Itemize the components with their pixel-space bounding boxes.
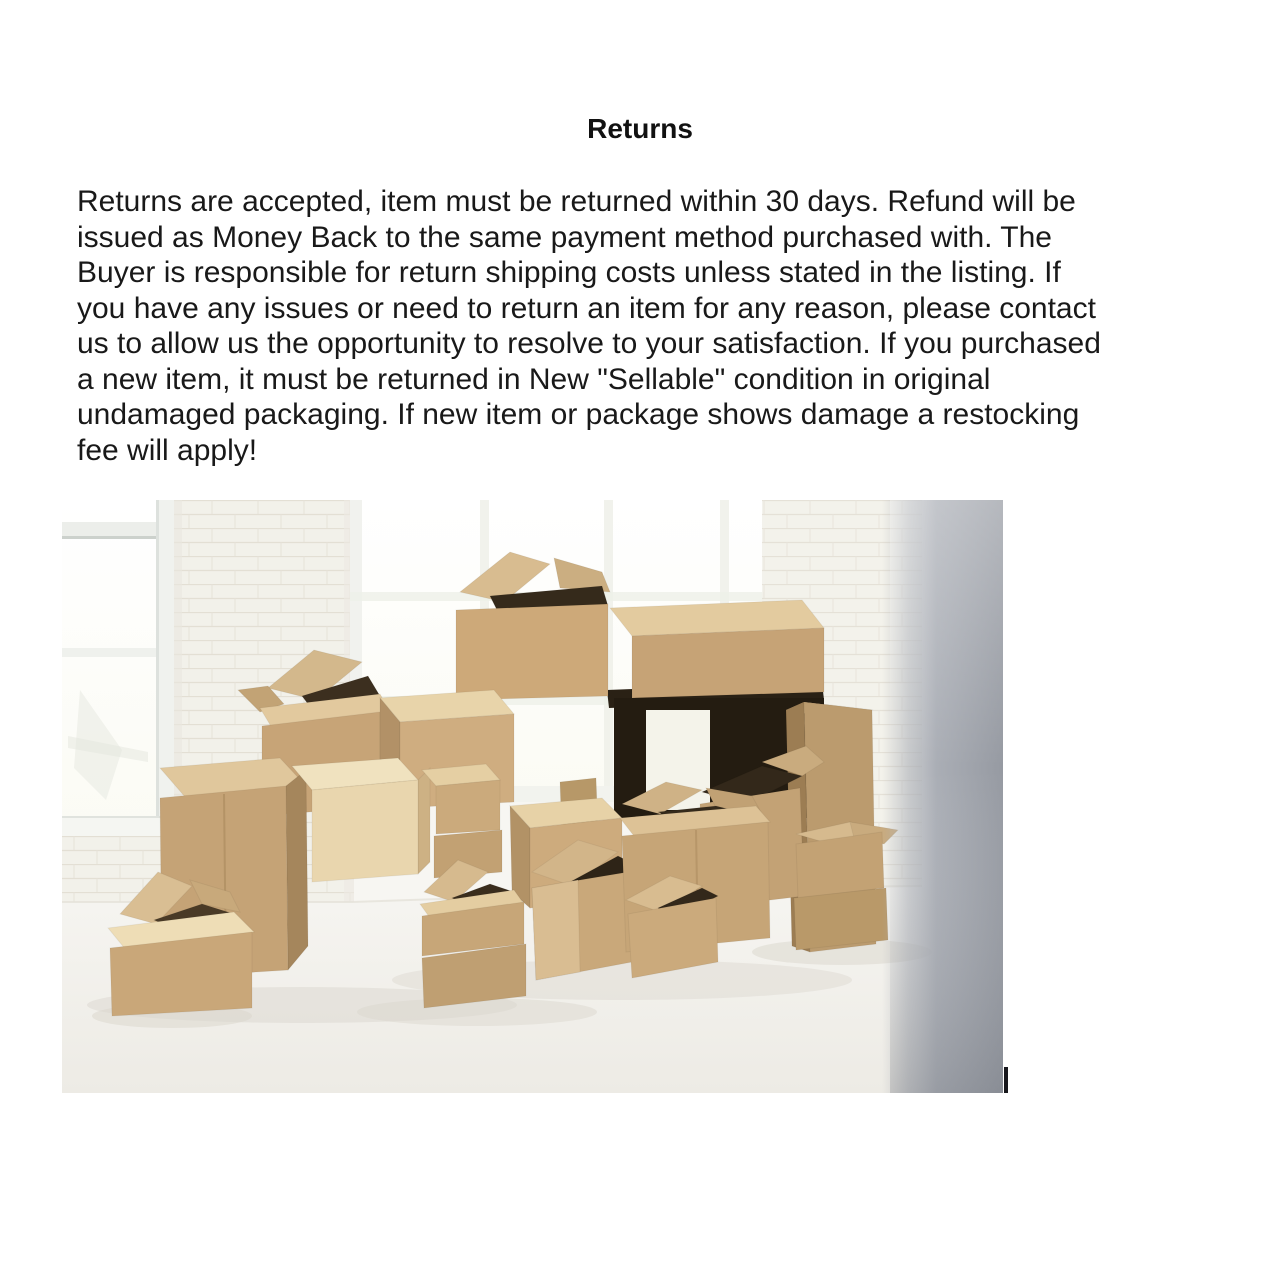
blurred-foreground: [882, 500, 1003, 1093]
boxes-photo-illustration: [62, 500, 1003, 1093]
text-cursor: [1004, 1067, 1008, 1093]
returns-policy-paragraph: [77, 184, 1101, 468]
paragraph-line: Returns are accepted, item must be returned within 30 days. Refund will be: [77, 185, 1076, 218]
boxes-photo: [62, 500, 1003, 1093]
paragraph-line: undamaged packaging. If new item or package shows damage a restocking: [77, 398, 1080, 431]
paragraph-line: us to allow us the opportunity to resolve to your satisfaction. If you purchased: [77, 327, 1101, 360]
page-title: Returns: [587, 113, 693, 144]
paragraph-line: fee will apply!: [77, 433, 258, 467]
paragraph-line: issued as Money Back to the same payment method purchased with. The: [77, 220, 1052, 254]
left-window: [62, 500, 180, 836]
paragraph-line: a new item, it must be returned in New "Sellable" condition in original: [77, 362, 991, 396]
paragraph-line: you have any issues or need to return an item for any reason, please contact: [77, 291, 1096, 325]
paragraph-line: Buyer is responsible for return shipping costs unless stated in the listing. If: [77, 256, 1061, 289]
